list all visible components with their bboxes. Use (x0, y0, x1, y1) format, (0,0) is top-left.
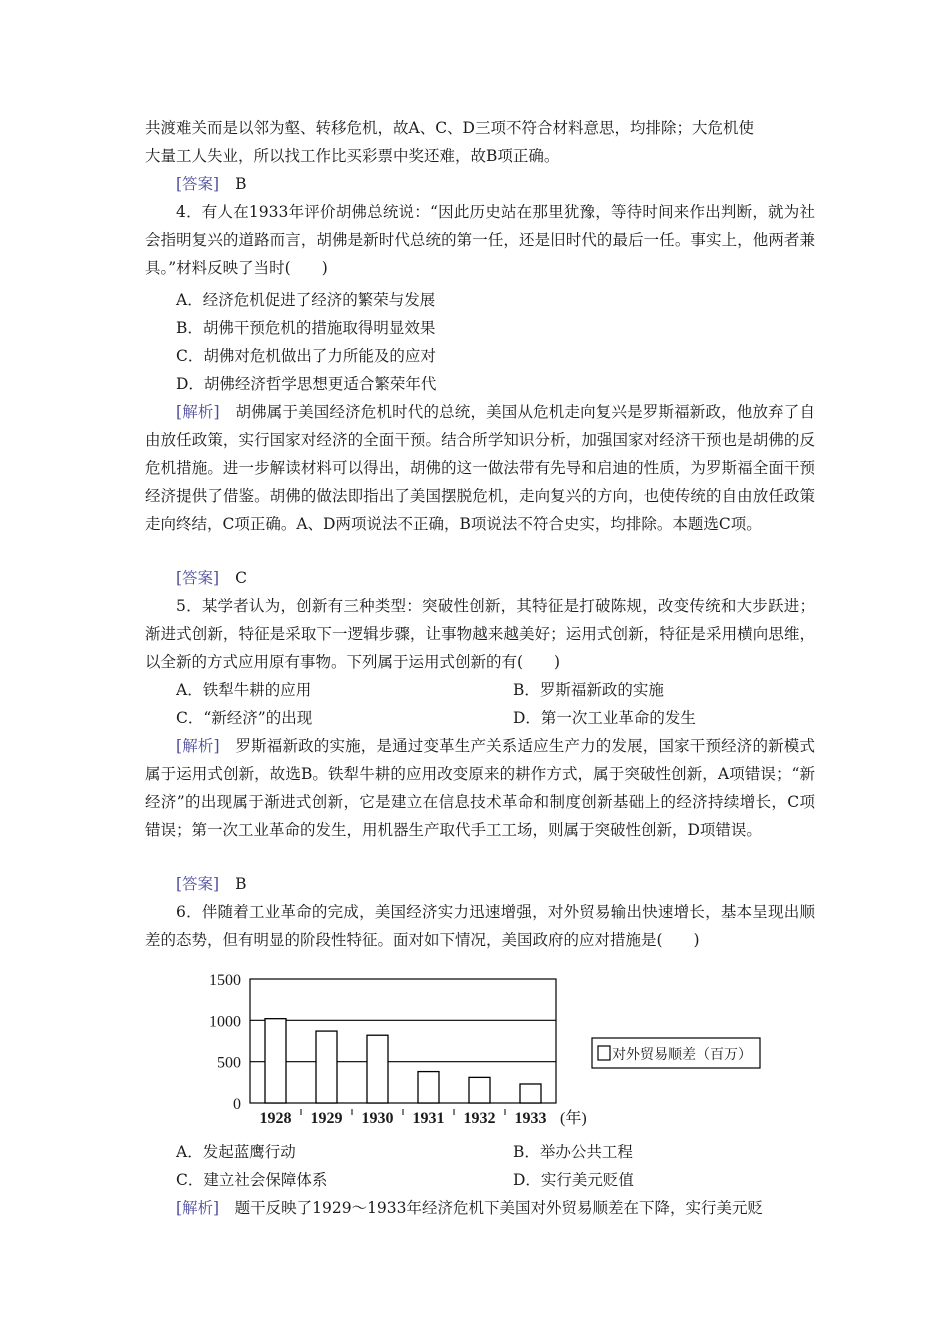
y-tick-label: 500 (217, 1054, 241, 1072)
intro-line-2: 大量工人失业，所以找工作比买彩票中奖还难，故B项正确。 (145, 147, 560, 165)
q6-option-d: D．实行美元贬值 (513, 1171, 634, 1189)
q4-answer (176, 564, 247, 592)
legend-swatch (598, 1046, 610, 1060)
intro-line-1: 共渡难关而是以邻为壑、转移危机，故A、C、D三项不符合材料意思，均排除；大危机使 (145, 119, 754, 137)
answer-label: [答案] (176, 875, 220, 893)
analysis-label: [解析] (176, 1199, 220, 1217)
q4-option-a: A．经济危机促进了经济的繁荣与发展 (176, 291, 436, 309)
x-tick-label: 1933 (514, 1110, 547, 1127)
y-tick-label: 1000 (209, 1013, 241, 1031)
bar (316, 1031, 337, 1103)
analysis-label: [解析] (176, 737, 220, 755)
q4-option-d: D．胡佛经济哲学思想更适合繁荣年代 (176, 375, 437, 393)
q5-analysis (145, 732, 815, 844)
q4-stem: 4．有人在1933年评价胡佛总统说：“因此历史站在那里犹豫，等待时间来作出判断，就为社会指明复兴的道路而言，胡佛是新时代总统的第一任，还是旧时代的最后一任。事实上，他两者兼具。”材料反映了当时( ) (145, 203, 815, 277)
answer-value: C (235, 569, 247, 587)
q6-analysis (145, 1194, 815, 1222)
q5-option-c: C．“新经济”的出现 (176, 709, 313, 727)
q5-answer (176, 870, 247, 898)
q5-stem: 5．某学者认为，创新有三种类型：突破性创新，其特征是打破陈规，改变传统和大步跃进；渐进式创新，特征是采取下一逻辑步骤，让事物越来越美好；运用式创新，特征是采用横向思维，以全新的方式应用原有事物。下列属于运用式创新的有( ) (145, 597, 815, 671)
q4-option-b: B．胡佛干预危机的措施取得明显效果 (176, 319, 436, 337)
bar (520, 1084, 541, 1103)
y-tick-label: 1500 (209, 972, 241, 989)
q6-stem: 6．伴随着工业革命的完成，美国经济实力迅速增强，对外贸易输出快速增长，基本呈现出顺差的态势，但有明显的阶段性特征。面对如下情况，美国政府的应对措施是( ) (145, 903, 815, 949)
q6-option-c: C．建立社会保障体系 (176, 1171, 328, 1189)
q6-analysis-text: 题干反映了1929～1933年经济危机下美国对外贸易顺差在下降，实行美元贬 (234, 1199, 764, 1217)
q6-option-a: A．发起蓝鹰行动 (176, 1143, 296, 1161)
q4-option-c: C．胡佛对危机做出了力所能及的应对 (176, 347, 436, 365)
x-tick-label: 1930 (361, 1110, 394, 1127)
bar (367, 1035, 388, 1103)
plot-frame (250, 979, 556, 1103)
answer-value: B (235, 875, 247, 893)
q6-option-b: B．举办公共工程 (513, 1143, 633, 1161)
x-tick-label: 1929 (310, 1110, 343, 1127)
analysis-label: [解析] (176, 403, 220, 421)
bar (469, 1077, 490, 1103)
q4-analysis (145, 398, 815, 538)
x-tick-label: 1931 (412, 1110, 445, 1127)
x-tick-label: 1928 (259, 1110, 292, 1127)
x-axis-label: (年) (560, 1110, 587, 1127)
q3-answer (176, 170, 247, 198)
y-tick-label: 0 (233, 1096, 241, 1113)
trade-surplus-chart (196, 966, 786, 1134)
q4-analysis-text: 胡佛属于美国经济危机时代的总统，美国从危机走向复兴是罗斯福新政，他放弃了自由放任政策，实行国家对经济的全面干预。结合所学知识分析，加强国家对经济干预也是胡佛的反危机措施。进一步解读材料可以得出，胡佛的这一做法带有先导和启迪的性质，为罗斯福全面干预经济提供了借鉴。胡佛的做法即指出了美国摆脱危机，走向复兴的方向，也使传统的自由放任政策走向终结，C项正确。A、D两项说法不正确，B项说法不符合史实，均排除。本题选C项。 (145, 403, 815, 533)
answer-value: B (235, 175, 247, 193)
legend-label: 对外贸易顺差（百万） (612, 1048, 752, 1063)
q5-option-d: D．第一次工业革命的发生 (513, 709, 696, 727)
x-tick-label: 1932 (463, 1110, 496, 1127)
answer-label: [答案] (176, 569, 220, 587)
bar (265, 1019, 286, 1103)
q5-option-a: A．铁犁牛耕的应用 (176, 681, 312, 699)
bar (418, 1072, 439, 1103)
q5-option-b: B．罗斯福新政的实施 (513, 681, 664, 699)
answer-label: [答案] (176, 175, 220, 193)
q5-analysis-text: 罗斯福新政的实施，是通过变革生产关系适应生产力的发展，国家干预经济的新模式属于运用式创新，故选B。铁犁牛耕的应用改变原来的耕作方式，属于突破性创新，A项错误；“新经济”的出现属于渐进式创新，它是建立在信息技术革命和制度创新基础上的经济持续增长，C项错误；第一次工业革命的发生，用机器生产取代手工工场，则属于突破性创新，D项错误。 (145, 737, 815, 839)
